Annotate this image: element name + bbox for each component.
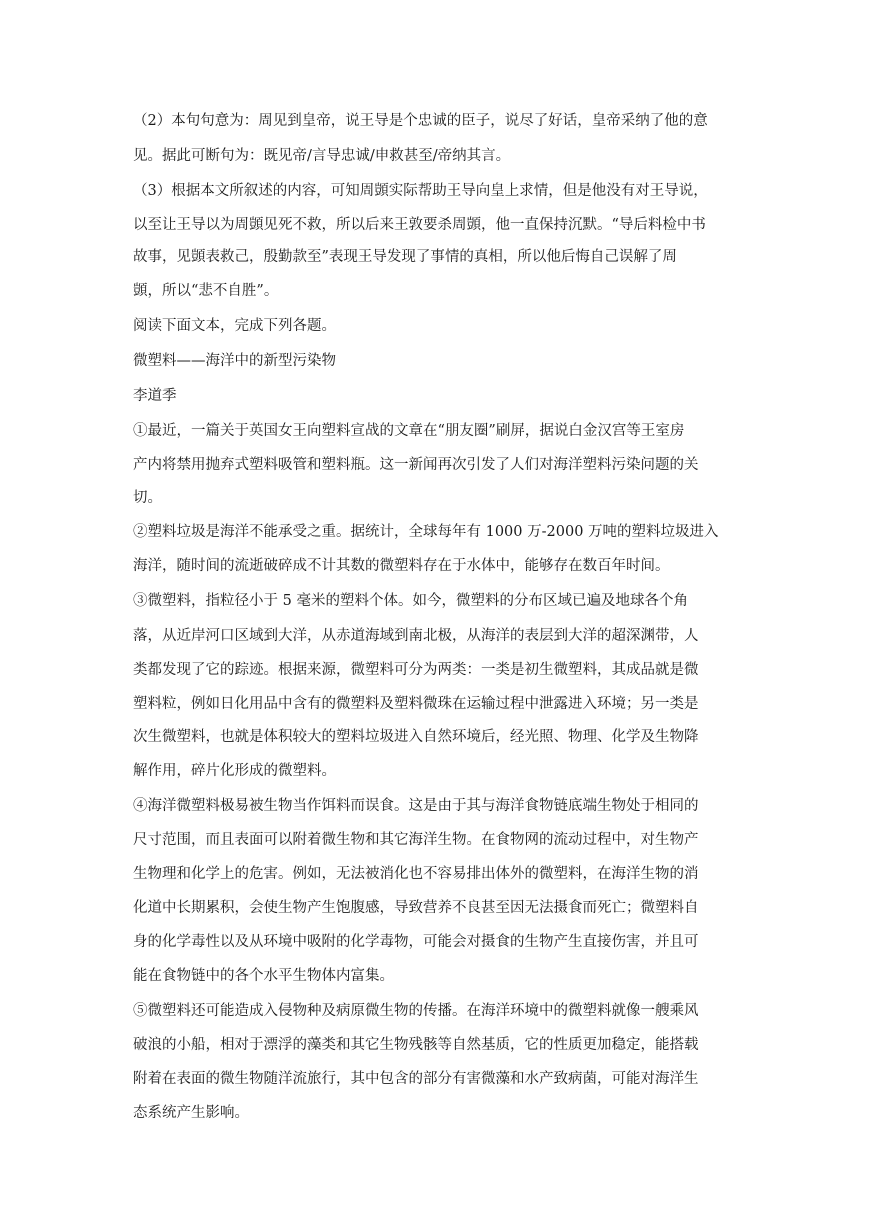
paragraph-4-line-5: 身的化学毒性以及从环境中吸附的化学毒物，可能会对摄食的生物产生直接伤害，并且可 (133, 934, 699, 950)
answer-3-line-4: 顗，所以“悲不自胜”。 (133, 283, 279, 299)
paragraph-4-line-6: 能在食物链中的各个水平生物体内富集。 (133, 968, 394, 984)
paragraph-3-line-3: 类都发现了它的踪迹。根据来源，微塑料可分为两类：一类是初生微塑料，其成品就是微 (133, 662, 699, 678)
paragraph-4-line-2: 尺寸范围，而且表面可以附着微生物和其它海洋生物。在食物网的流动过程中，对生物产 (133, 832, 699, 848)
paragraph-3-line-4: 塑料粒，例如日化用品中含有的微塑料及塑料微珠在运输过程中泄露进入环境；另一类是 (133, 696, 699, 712)
paragraph-5-line-1: ⑤微塑料还可能造成入侵物种及病原微生物的传播。在海洋环境中的微塑料就像一艘乘风 (133, 1003, 699, 1019)
paragraph-5-line-2: 破浪的小船，相对于漂浮的藻类和其它生物残骸等自然基质，它的性质更加稳定，能搭载 (133, 1037, 699, 1053)
article-author: 李道季 (133, 388, 177, 404)
paragraph-1-line-3: 切。 (133, 490, 162, 506)
answer-3-line-3: 故事，见顗表救己，殷勤款至”表现王导发现了事情的真相，所以他后悔自己误解了周 (133, 249, 677, 265)
paragraph-3-line-1: ③微塑料，指粒径小于 5 毫米的塑料个体。如今，微塑料的分布区域已遍及地球各个角 (133, 593, 688, 609)
paragraph-4-line-1: ④海洋微塑料极易被生物当作饵料而误食。这是由于其与海洋食物链底端生物处于相同的 (133, 798, 699, 814)
answer-3-line-1: （3）根据本文所叙述的内容，可知周顗实际帮助王导向皇上求情，但是他没有对王导说， (133, 183, 708, 199)
answer-2-line-1: （2）本句句意为：周见到皇帝，说王导是个忠诚的臣子，说尽了好话，皇帝采纳了他的意 (133, 113, 708, 129)
reading-instruction: 阅读下面文本，完成下列各题。 (133, 318, 336, 334)
paragraph-1-line-2: 产内将禁用抛弃式塑料吸管和塑料瓶。这一新闻再次引发了人们对海洋塑料污染问题的关 (133, 457, 699, 473)
paragraph-5-line-4: 态系统产生影响。 (133, 1105, 249, 1121)
answer-3-line-2: 以至让王导以为周顗见死不救，所以后来王敦要杀周顗，他一直保持沉默。“导后料检中书 (133, 217, 706, 233)
paragraph-4-line-4: 化道中长期累积，会使生物产生饱腹感，导致营养不良甚至因无法摄食而死亡；微塑料自 (133, 900, 699, 916)
paragraph-3-line-6: 解作用，碎片化形成的微塑料。 (133, 763, 336, 779)
paragraph-1-line-1: ①最近，一篇关于英国女王向塑料宣战的文章在“朋友圈”刷屏，据说白金汉宫等王室房 (133, 423, 685, 439)
paragraph-2-line-1: ②塑料垃圾是海洋不能承受之重。据统计，全球每年有 1000 万-2000 万吨的塑料垃圾进入 (133, 524, 719, 540)
article-title: 微塑料——海洋中的新型污染物 (133, 353, 336, 369)
paragraph-4-line-3: 生物理和化学上的危害。例如，无法被消化也不容易排出体外的微塑料，在海洋生物的消 (133, 866, 699, 882)
paragraph-2-line-2: 海洋，随时间的流逝破碎成不计其数的微塑料存在于水体中，能够存在数百年时间。 (133, 558, 670, 574)
paragraph-3-line-2: 落，从近岸河口区域到大洋，从赤道海域到南北极，从海洋的表层到大洋的超深渊带，人 (133, 628, 699, 644)
paragraph-5-line-3: 附着在表面的微生物随洋流旅行，其中包含的部分有害微藻和水产致病菌，可能对海洋生 (133, 1071, 699, 1087)
paragraph-3-line-5: 次生微塑料，也就是体积较大的塑料垃圾进入自然环境后，经光照、物理、化学及生物降 (133, 729, 699, 745)
answer-2-line-2: 见。据此可断句为：既见帝/言导忠诚/申救甚至/帝纳其言。 (133, 148, 511, 164)
